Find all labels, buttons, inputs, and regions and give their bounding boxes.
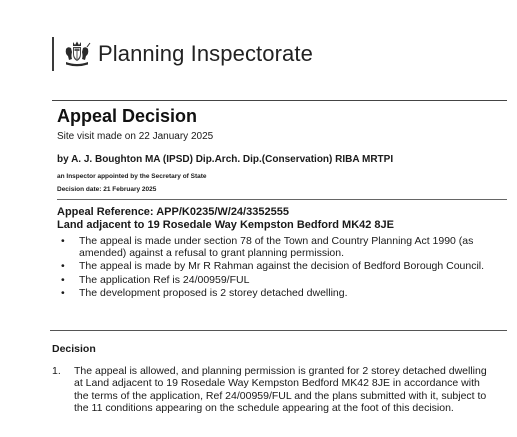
section-rule <box>50 330 507 331</box>
decision-paragraph <box>52 365 497 414</box>
decision-date: Decision date: 21 February 2025 <box>57 186 157 193</box>
header <box>52 37 313 71</box>
list-item: • The appeal is made under section 78 of the Town and Country Planning Act 1990 (as amended) against a refusal to grant planning permission. <box>57 235 497 259</box>
list-item: • The development proposed is 2 storey detached dwelling. <box>57 287 497 299</box>
site-address: Land adjacent to 19 Rosedale Way Kempston Bedford MK42 8JE <box>57 219 395 231</box>
paragraph-text: The appeal is allowed, and planning permission is granted for 2 storey detached dwelling at Land adjacent to 19 Rosedale Way Kempston Bedford MK42 8JE in accordance with the terms of the application, Ref 24/00959/FUL and the plans submitted with it, subject to the 11 conditions appearing on the schedule appearing at the foot of this decision. <box>74 365 487 414</box>
paragraph-number: 1. <box>52 365 61 377</box>
list-item: • The appeal is made by Mr R Rahman against the decision of Bedford Borough Council. <box>57 260 497 272</box>
page-title: Appeal Decision <box>57 106 198 126</box>
header-rule <box>57 199 507 200</box>
appeal-reference-block <box>57 206 394 232</box>
royal-crest-icon <box>62 40 92 68</box>
appeal-details-list <box>57 235 497 300</box>
inspector-line: by A. J. Boughton MA (IPSD) Dip.Arch. Dip.(Conservation) RIBA MRTPI <box>57 154 394 165</box>
brand-name: Planning Inspectorate <box>98 41 313 66</box>
site-visit-line: Site visit made on 22 January 2025 <box>57 131 214 142</box>
title-rule <box>52 100 507 101</box>
list-item: • The application Ref is 24/00959/FUL <box>57 274 497 286</box>
header-divider <box>52 37 54 71</box>
appeal-reference: Appeal Reference: APP/K0235/W/24/3352555 <box>57 206 289 218</box>
decision-heading: Decision <box>52 343 96 355</box>
appointed-line: an Inspector appointed by the Secretary of State <box>57 173 207 180</box>
